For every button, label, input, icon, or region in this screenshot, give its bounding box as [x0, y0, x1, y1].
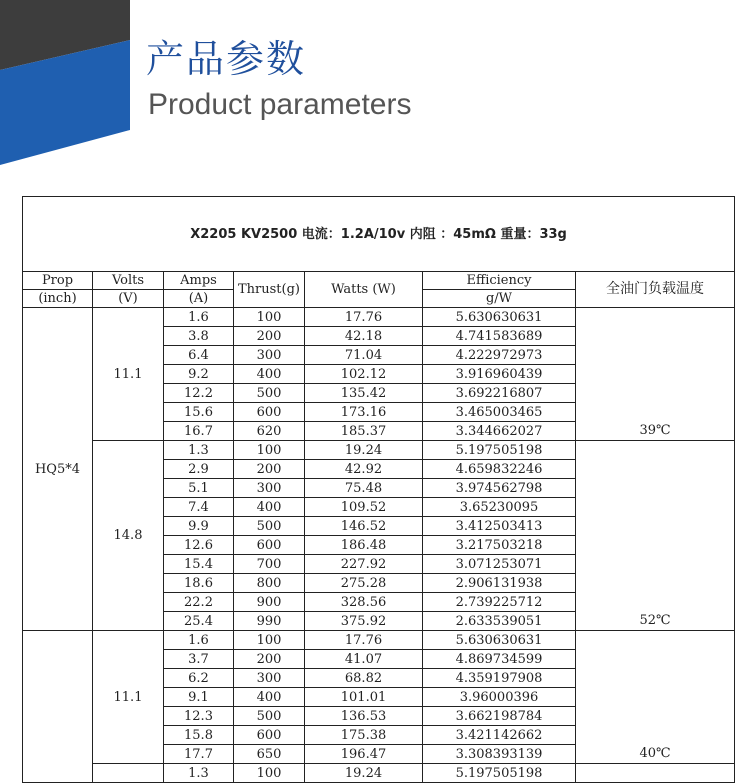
amps-cell: 5.1: [164, 479, 234, 498]
thrust-cell: 100: [234, 631, 305, 650]
efficiency-cell: 4.869734599: [423, 650, 576, 669]
temp-empty-cell: [576, 669, 735, 688]
thrust-cell: 600: [234, 726, 305, 745]
thrust-cell: 300: [234, 346, 305, 365]
thrust-cell: 400: [234, 498, 305, 517]
col-amps-unit: (A): [164, 290, 234, 308]
amps-cell: 9.2: [164, 365, 234, 384]
temp-empty-cell: [576, 365, 735, 384]
amps-cell: 9.1: [164, 688, 234, 707]
efficiency-cell: 3.217503218: [423, 536, 576, 555]
thrust-cell: 990: [234, 612, 305, 631]
efficiency-cell: 3.465003465: [423, 403, 576, 422]
efficiency-cell: 4.222972973: [423, 346, 576, 365]
temp-cell: 40℃: [576, 745, 735, 764]
temp-empty-cell: [576, 726, 735, 745]
amps-cell: 6.2: [164, 669, 234, 688]
table-row: [23, 441, 735, 460]
watts-cell: 146.52: [305, 517, 423, 536]
watts-cell: 17.76: [305, 308, 423, 327]
watts-cell: 185.37: [305, 422, 423, 441]
temp-empty-cell: [576, 555, 735, 574]
efficiency-cell: 3.071253071: [423, 555, 576, 574]
efficiency-cell: 3.421142662: [423, 726, 576, 745]
amps-cell: 12.3: [164, 707, 234, 726]
temp-empty-cell: [576, 308, 735, 327]
amps-cell: 3.8: [164, 327, 234, 346]
col-volts-header: Volts: [93, 272, 164, 290]
thrust-cell: 800: [234, 574, 305, 593]
amps-cell: 16.7: [164, 422, 234, 441]
amps-cell: 25.4: [164, 612, 234, 631]
spec-summary: X2205 KV2500 电流：1.2A/10v 内阻 ：45mΩ 重量：33g: [23, 197, 735, 272]
table-row: [23, 308, 735, 327]
efficiency-cell: 3.692216807: [423, 384, 576, 403]
thrust-cell: 300: [234, 479, 305, 498]
efficiency-cell: 3.65230095: [423, 498, 576, 517]
temp-empty-cell: [576, 346, 735, 365]
thrust-cell: 500: [234, 707, 305, 726]
watts-cell: 101.01: [305, 688, 423, 707]
thrust-cell: 600: [234, 536, 305, 555]
temp-empty-cell: [576, 460, 735, 479]
temp-empty-cell: [576, 498, 735, 517]
watts-cell: 109.52: [305, 498, 423, 517]
temp-empty-cell: [576, 441, 735, 460]
watts-cell: 173.16: [305, 403, 423, 422]
efficiency-cell: 5.197505198: [423, 441, 576, 460]
watts-cell: 275.28: [305, 574, 423, 593]
efficiency-cell: 2.633539051: [423, 612, 576, 631]
amps-cell: 9.9: [164, 517, 234, 536]
amps-cell: 15.8: [164, 726, 234, 745]
temp-cell: 39℃: [576, 422, 735, 441]
temp-empty-cell: [576, 517, 735, 536]
volts-cell: 11.1: [93, 308, 164, 441]
amps-cell: 1.3: [164, 764, 234, 783]
amps-cell: 15.6: [164, 403, 234, 422]
col-thrust-header: Thrust(g): [234, 272, 305, 308]
temp-cell: 52℃: [576, 612, 735, 631]
col-amps-header: Amps: [164, 272, 234, 290]
temp-empty-cell: [576, 688, 735, 707]
watts-cell: 227.92: [305, 555, 423, 574]
efficiency-cell: 3.916960439: [423, 365, 576, 384]
amps-cell: 6.4: [164, 346, 234, 365]
amps-cell: 7.4: [164, 498, 234, 517]
temp-empty-cell: [576, 593, 735, 612]
efficiency-cell: 4.659832246: [423, 460, 576, 479]
col-watts-header: Watts (W): [305, 272, 423, 308]
amps-cell: 3.7: [164, 650, 234, 669]
watts-cell: 102.12: [305, 365, 423, 384]
temp-empty-cell: [576, 574, 735, 593]
watts-cell: 71.04: [305, 346, 423, 365]
efficiency-cell: 2.739225712: [423, 593, 576, 612]
thrust-cell: 400: [234, 688, 305, 707]
watts-cell: 196.47: [305, 745, 423, 764]
watts-cell: 375.92: [305, 612, 423, 631]
watts-cell: 42.18: [305, 327, 423, 346]
efficiency-cell: 3.974562798: [423, 479, 576, 498]
efficiency-cell: 3.662198784: [423, 707, 576, 726]
thrust-cell: 200: [234, 650, 305, 669]
amps-cell: 1.6: [164, 308, 234, 327]
thrust-cell: 900: [234, 593, 305, 612]
page-subtitle: Product parameters: [148, 88, 412, 121]
temp-empty-cell: [576, 631, 735, 650]
watts-cell: 42.92: [305, 460, 423, 479]
col-temp-header: 全油门负载温度: [576, 272, 735, 308]
efficiency-cell: 3.344662027: [423, 422, 576, 441]
amps-cell: 22.2: [164, 593, 234, 612]
amps-cell: 15.4: [164, 555, 234, 574]
thrust-cell: 300: [234, 669, 305, 688]
temp-empty-cell: [576, 479, 735, 498]
thrust-cell: 500: [234, 384, 305, 403]
efficiency-cell: 4.359197908: [423, 669, 576, 688]
prop-cell: HQ5*4: [23, 308, 93, 631]
amps-cell: 12.6: [164, 536, 234, 555]
col-prop-header: Prop: [23, 272, 93, 290]
efficiency-cell: 2.906131938: [423, 574, 576, 593]
volts-cell: 14.8: [93, 441, 164, 631]
thrust-cell: 500: [234, 517, 305, 536]
temp-empty-cell: [576, 536, 735, 555]
temp-cell: [576, 764, 735, 783]
watts-cell: 19.24: [305, 764, 423, 783]
watts-cell: 17.76: [305, 631, 423, 650]
thrust-cell: 100: [234, 308, 305, 327]
thrust-cell: 700: [234, 555, 305, 574]
temp-empty-cell: [576, 384, 735, 403]
efficiency-cell: 5.630630631: [423, 308, 576, 327]
efficiency-cell: 3.308393139: [423, 745, 576, 764]
efficiency-cell: 4.741583689: [423, 327, 576, 346]
amps-cell: 17.7: [164, 745, 234, 764]
volts-cell: [93, 764, 164, 783]
efficiency-cell: 5.630630631: [423, 631, 576, 650]
temp-empty-cell: [576, 403, 735, 422]
col-volts-unit: (V): [93, 290, 164, 308]
watts-cell: 186.48: [305, 536, 423, 555]
amps-cell: 2.9: [164, 460, 234, 479]
thrust-cell: 100: [234, 764, 305, 783]
watts-cell: 328.56: [305, 593, 423, 612]
watts-cell: 41.07: [305, 650, 423, 669]
efficiency-cell: 3.96000396: [423, 688, 576, 707]
amps-cell: 1.6: [164, 631, 234, 650]
thrust-cell: 200: [234, 460, 305, 479]
page-title: 产品参数: [146, 37, 307, 81]
col-prop-unit: (inch): [23, 290, 93, 308]
watts-cell: 135.42: [305, 384, 423, 403]
temp-empty-cell: [576, 327, 735, 346]
spec-table: [22, 196, 735, 783]
table-row: [23, 764, 735, 783]
temp-empty-cell: [576, 707, 735, 726]
thrust-cell: 620: [234, 422, 305, 441]
temp-empty-cell: [576, 650, 735, 669]
thrust-cell: 100: [234, 441, 305, 460]
watts-cell: 19.24: [305, 441, 423, 460]
amps-cell: 12.2: [164, 384, 234, 403]
watts-cell: 75.48: [305, 479, 423, 498]
volts-cell: 11.1: [93, 631, 164, 764]
amps-cell: 18.6: [164, 574, 234, 593]
watts-cell: 68.82: [305, 669, 423, 688]
watts-cell: 175.38: [305, 726, 423, 745]
thrust-cell: 650: [234, 745, 305, 764]
col-efficiency-unit: g/W: [423, 290, 576, 308]
thrust-cell: 200: [234, 327, 305, 346]
thrust-cell: 400: [234, 365, 305, 384]
amps-cell: 1.3: [164, 441, 234, 460]
efficiency-cell: 5.197505198: [423, 764, 576, 783]
table-row: [23, 631, 735, 650]
efficiency-cell: 3.412503413: [423, 517, 576, 536]
prop-cell: [23, 631, 93, 783]
thrust-cell: 600: [234, 403, 305, 422]
col-efficiency-header: Efficiency: [423, 272, 576, 290]
watts-cell: 136.53: [305, 707, 423, 726]
